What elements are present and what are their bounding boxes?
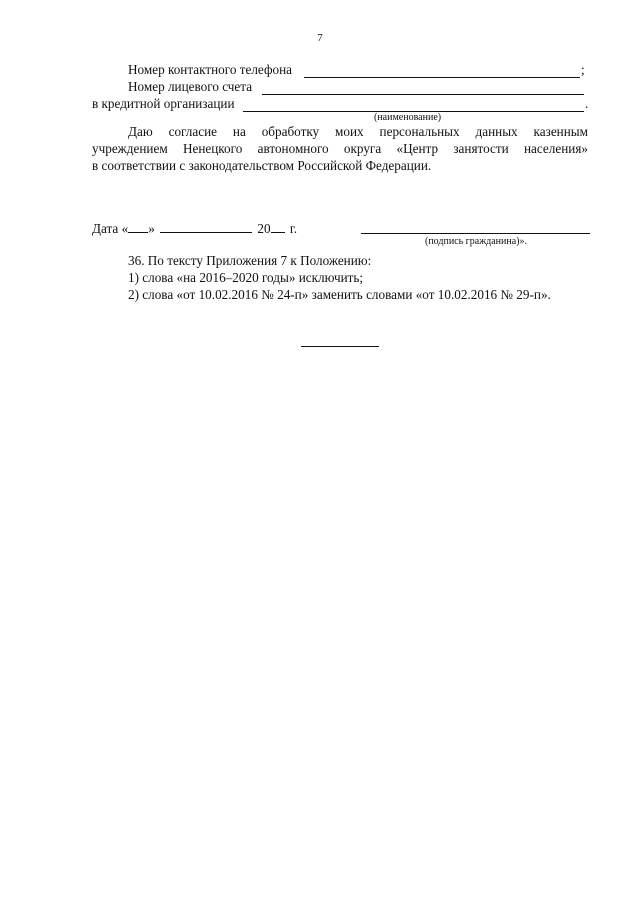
consent-line-1: Даю согласие на обработку моих персональных данных казенным	[128, 124, 588, 139]
signature-hint: (подпись гражданина)».	[425, 236, 527, 247]
date-month-blank	[160, 220, 252, 233]
page-number: 7	[317, 32, 323, 44]
consent-line-3: в соответствии с законодательством Российской Федерации.	[92, 158, 432, 173]
date-mid: »	[148, 221, 155, 236]
year-suffix: г.	[289, 221, 298, 236]
date-line	[92, 220, 297, 237]
account-label: Номер лицевого счета	[128, 79, 253, 94]
year-prefix: 20	[257, 221, 271, 236]
signature-blank	[361, 233, 590, 234]
date-day-blank	[128, 220, 148, 233]
phone-line-end: ;	[581, 62, 585, 77]
bank-label: в кредитной организации	[92, 96, 235, 111]
phone-blank	[304, 77, 580, 78]
date-year-blank	[271, 220, 285, 233]
amendment-item-heading: 36. По тексту Приложения 7 к Положению:	[128, 253, 372, 268]
end-separator	[301, 346, 379, 347]
amendment-subitem-2: 2) слова «от 10.02.2016 № 24-п» заменить словами «от 10.02.2016 № 29-п».	[128, 287, 551, 302]
bank-name-hint: (наименование)	[374, 112, 442, 123]
account-blank	[262, 94, 584, 95]
date-prefix: Дата «	[92, 221, 129, 236]
consent-line-2: учреждением Ненецкого автономного округа «Центр занятости населения»	[92, 141, 588, 156]
phone-label: Номер контактного телефона	[128, 62, 292, 77]
amendment-subitem-1: 1) слова «на 2016–2020 годы» исключить;	[128, 270, 364, 285]
bank-line-end: .	[585, 96, 589, 111]
